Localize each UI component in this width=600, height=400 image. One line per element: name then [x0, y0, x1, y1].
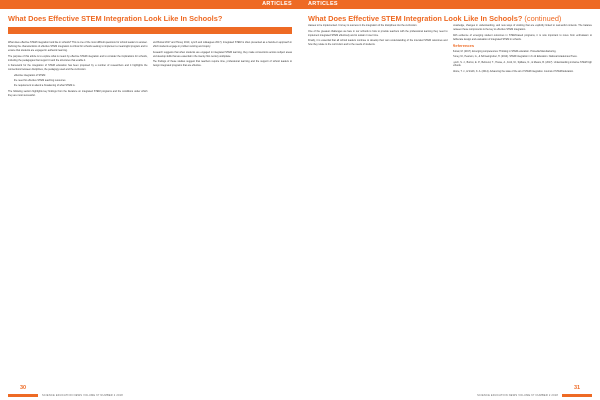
paragraph: A framework for the integration of STEM education has been proposed by a number of researchers and it highlights the connections between disciplines, the pedagogy used and the curriculum. — [8, 64, 148, 72]
article-columns — [8, 41, 292, 378]
paragraph: knowledge, changes in understanding, and new ways of working that are explicitly linked to real-world contexts. The balance between these components is the key to effective STEM integration. — [452, 24, 592, 31]
paragraph: Research suggests that when students are engaged in integrated STEM learning, they make connections across subject areas and develop skills that are essential in the twenty-first century workplace. — [152, 50, 292, 58]
author-bar — [8, 27, 292, 41]
paragraph: classes to be implemented. It is key to success in the integration of the disciplines into the curriculum. — [308, 24, 418, 27]
paragraph: One of the greatest challenges we face in our schools is how to provide teachers with the professional learning they need to implement integrated STEM effectively and to sustain it over time. — [308, 29, 448, 37]
reference-item: Honey, M., Pearson, G., & Schweingruber, H. (2014). STEM Integration in K-12 Education. National Academies Press. — [452, 55, 578, 59]
column-1 — [308, 24, 448, 378]
footer — [300, 380, 600, 400]
footer — [0, 380, 300, 400]
reference-item: Lynch, S. J., Burton, E. P., Behrend, T., House, A., Ford, M., Spillane, N., & Means, B. (2017). Understanding inclusive STEM high schools. — [452, 60, 592, 68]
list-item: • the requirement to attend a broadening of what STEM is. — [14, 84, 148, 88]
reference-item: Bursal, M. (2017). Emerging competencies: Thinking in STEM education. Procedia Manufacturing. — [452, 49, 557, 53]
article-title: What Does Effective STEM Integration Look Like In Schools? — [8, 14, 223, 23]
author-name: By Claire Holt — [136, 36, 164, 41]
continued-label: (continued) — [524, 14, 562, 23]
paragraph: With evidence of emerging student outcomes in STEM-based programs, it is now important to move from enthusiasm to deliberate design and evaluation of integrated STEM in schools. — [452, 33, 592, 41]
footer-rule — [562, 394, 592, 397]
page-number: 30 — [19, 385, 27, 391]
list-item: • effective integration of STEM — [14, 74, 148, 78]
article-columns — [308, 24, 592, 378]
paragraph: Finally, it is essential that all school leaders continue to develop their own understanding of the intended STEM outcomes and how they relate to the curriculum and to the needs of students. — [308, 39, 448, 47]
paragraph: and Bursal 2017 and Honey 2014; Lynch and colleagues 2017). Integrated STEM is often presented as a hands-on approach in which students engage in problem solving and inquiry. — [152, 41, 292, 48]
paragraph: The findings of these studies suggest that teachers require time, professional learning and the support of school leaders to design integrated programs that are effective. — [152, 60, 292, 68]
section-label: ARTICLES — [262, 1, 292, 7]
reference-item: Moore, T. J., & Smith, K. A. (2014). Advancing the state of the art of STEM integration. Journal of STEM Education. — [452, 69, 574, 73]
list-item: • the need for effective STEM teaching resources — [14, 79, 148, 83]
header-bar — [300, 0, 600, 9]
column-1 — [8, 41, 148, 378]
journal-name: SCIENCE EDUCATION NEWS VOLUME 67 NUMBER 2 2018 — [42, 394, 123, 397]
bullet-list — [8, 74, 148, 88]
references-heading: References — [452, 42, 475, 48]
column-2 — [153, 41, 293, 378]
header-bar — [0, 0, 300, 9]
paragraph: The following section highlights key findings from the literature on integrated STEM programs and the conditions under which they are most successful. — [8, 89, 148, 97]
paragraph: The purpose of this article is to explore what is meant by effective STEM integration and to consider the implications for schools, including the pedagogies that support it and the structures that enable it. — [8, 54, 148, 62]
column-2 — [453, 24, 593, 378]
section-label: ARTICLES — [308, 1, 338, 7]
page-number: 31 — [573, 385, 581, 391]
title-text: What Does Effective STEM Integration Look Like In Schools? — [308, 14, 523, 23]
paragraph: What does effective STEM integration look like in schools? This is one of the most difficult questions for school leaders to answer. Defining the characteristics of effective STEM integration is critical for schools seeking to implement a meaningful program and to ensure that students are engaged in authentic learning. — [8, 41, 148, 52]
article-title-continued — [308, 14, 592, 23]
right-page — [300, 0, 600, 400]
footer-rule — [8, 394, 38, 397]
journal-name: SCIENCE EDUCATION NEWS VOLUME 67 NUMBER 2 2018 — [477, 394, 558, 397]
